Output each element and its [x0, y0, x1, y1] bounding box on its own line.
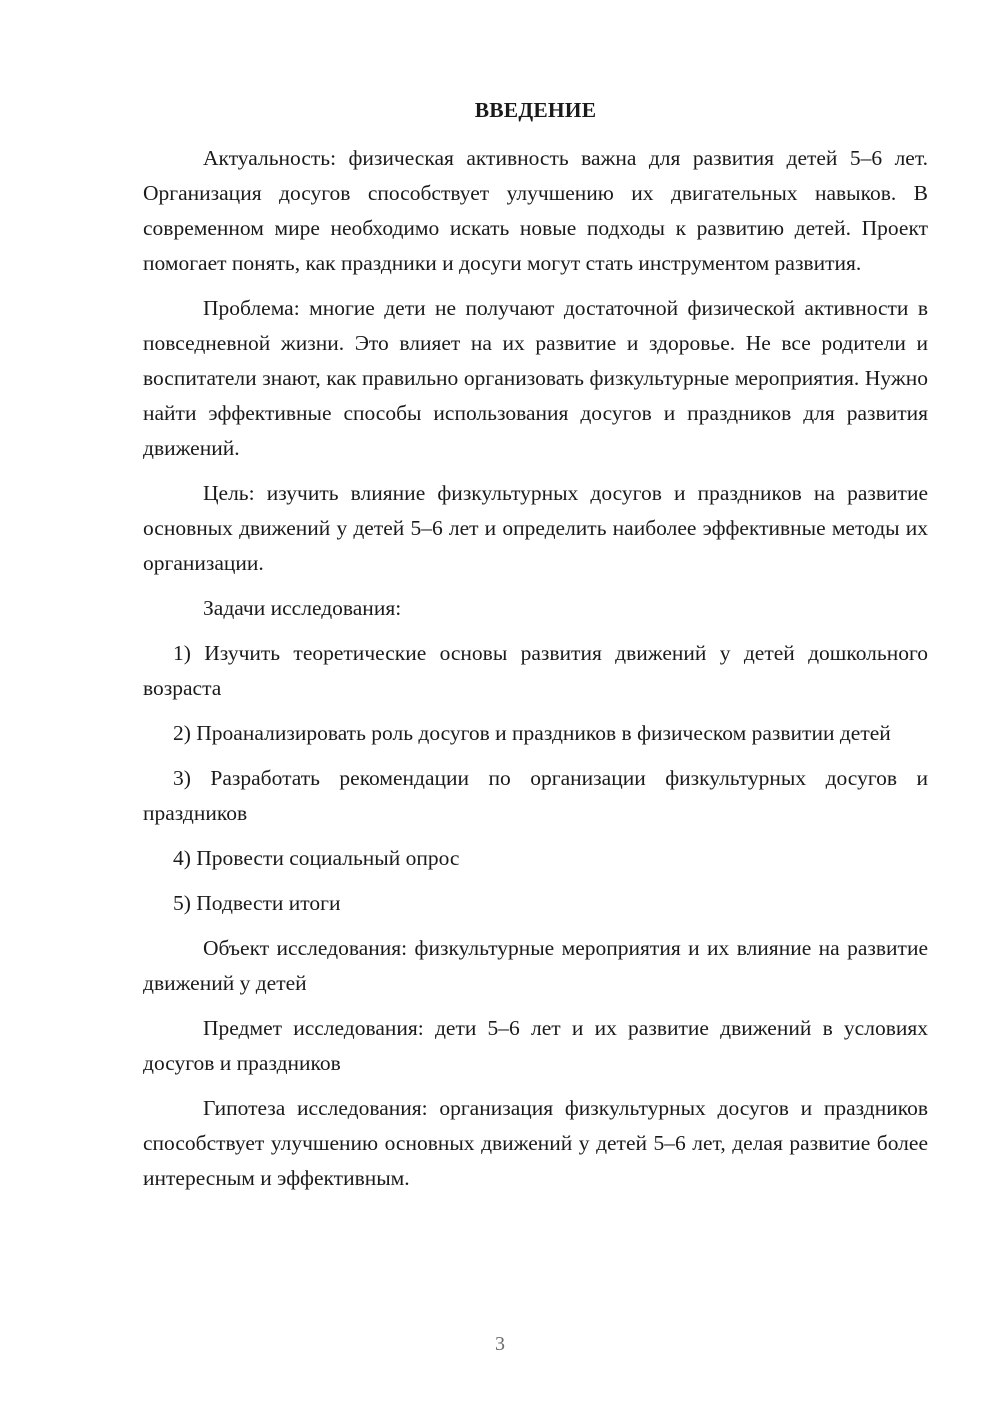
- task-item: 3) Разработать рекомендации по организации физкультурных досугов и праздников: [143, 766, 928, 825]
- subject-paragraph: Предмет исследования: дети 5–6 лет и их развитие движений в условиях досугов и праздников: [143, 1016, 928, 1075]
- tasks-heading: Задачи исследования:: [203, 596, 402, 620]
- hypothesis-paragraph: Гипотеза исследования: организация физкультурных досугов и праздников способствует улучшению основных движений у детей 5–6 лет, делая развитие более интересным и эффективным.: [143, 1096, 928, 1190]
- page-number: 3: [495, 1333, 505, 1355]
- goal-paragraph: Цель: изучить влияние физкультурных досугов и праздников на развитие основных движений у детей 5–6 лет и определить наиболее эффективные методы их организации.: [143, 481, 928, 575]
- task-item: 2) Проанализировать роль досугов и праздников в физическом развитии детей: [173, 721, 891, 745]
- section-title: ВВЕДЕНИЕ: [474, 98, 597, 122]
- tasks-list: [143, 636, 928, 921]
- object-paragraph: Объект исследования: физкультурные мероприятия и их влияние на развитие движений у детей: [143, 936, 928, 995]
- document-page: [143, 95, 928, 1206]
- task-item: 4) Провести социальный опрос: [173, 846, 460, 870]
- task-item: 1) Изучить теоретические основы развития движений у детей дошкольного возраста: [143, 641, 928, 700]
- problem-paragraph: Проблема: многие дети не получают достаточной физической активности в повседневной жизни. Это влияет на их развитие и здоровье. Не все родители и воспитатели знают, как правильно организовать физкультурные мероприятия. Нужно найти эффективные способы использования досугов и праздников для развития движений.: [143, 296, 928, 460]
- task-item: 5) Подвести итоги: [173, 891, 341, 915]
- relevance-paragraph: Актуальность: физическая активность важна для развития детей 5–6 лет. Организация досугов способствует улучшению их двигательных навыков. В современном мире необходимо искать новые подходы к развитию детей. Проект помогает понять, как праздники и досуги могут стать инструментом развития.: [143, 146, 928, 275]
